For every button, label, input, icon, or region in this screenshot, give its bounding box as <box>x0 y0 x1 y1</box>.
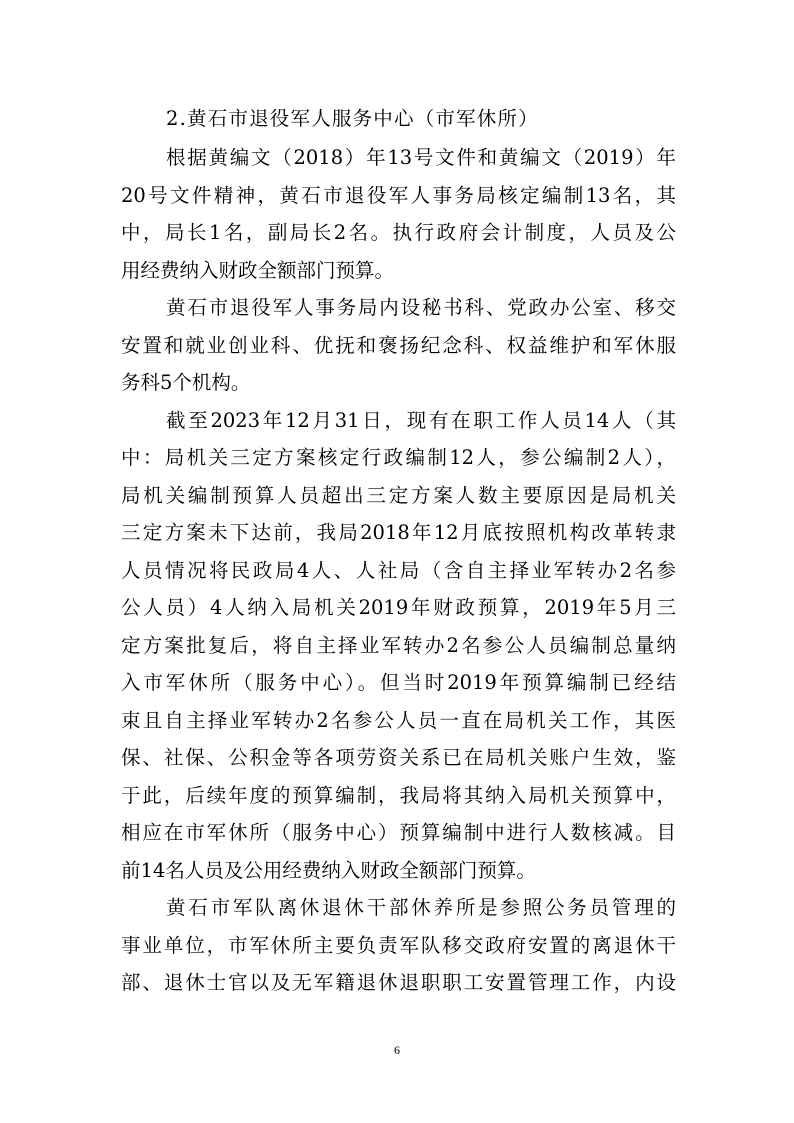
text-line: 束且自主择业军转办2名参公人员一直在局机关工作，其医 <box>121 708 676 732</box>
text-line: 20号文件精神，黄石市退役军人事务局核定编制13名，其 <box>121 183 676 207</box>
text-line: 部、退休士官以及无军籍退休退职职工安置管理工作，内设 <box>121 971 676 994</box>
text-line: 局机关编制预算人员超出三定方案人数主要原因是局机关 <box>121 483 676 507</box>
text-line: 截至2023年12月31日，现有在职工作人员14人（其 <box>166 408 676 432</box>
text-line: 保、社保、公积金等各项劳资关系已在局机关账户生效，鉴 <box>121 746 676 769</box>
paragraph <box>121 402 676 890</box>
paragraph <box>121 889 676 1002</box>
text-line: 入市军休所（服务中心）。但当时2019年预算编制已经结 <box>121 671 676 694</box>
text-line: 黄石市退役军人事务局内设秘书科、党政办公室、移交 <box>166 296 676 319</box>
text-line: 事业单位，市军休所主要负责军队移交政府安置的离退休干 <box>121 933 676 957</box>
section-heading: 2.黄石市退役军人服务中心（市军休所） <box>166 107 539 130</box>
text-line: 根据黄编文（2018）年13号文件和黄编文（2019）年 <box>166 146 676 169</box>
text-line: 安置和就业创业科、优抚和褒扬纪念科、权益维护和军休服 <box>121 333 676 357</box>
text-line: 中：局机关三定方案核定行政编制12人，参公编制2人）， <box>121 446 676 469</box>
paragraph <box>121 289 676 402</box>
text-line: 人员情况将民政局4人、人社局（含自主择业军转办2名参 <box>121 558 676 582</box>
text-line: 于此，后续年度的预算编制，我局将其纳入局机关预算中， <box>121 783 676 807</box>
text-line: 中，局长1名，副局长2名。执行政府会计制度，人员及公 <box>121 221 676 244</box>
text-line: 三定方案未下达前，我局2018年12月底按照机构改革转隶 <box>121 521 676 544</box>
page-number: 6 <box>394 1043 400 1057</box>
text-line: 黄石市军队离休退休干部休养所是参照公务员管理的 <box>166 896 676 919</box>
text-line: 用经费纳入财政全额部门预算。 <box>121 258 395 282</box>
body-text <box>121 139 676 1002</box>
text-line: 定方案批复后，将自主择业军转办2名参公人员编制总量纳 <box>121 633 676 657</box>
text-line: 前14名人员及公用经费纳入财政全额部门预算。 <box>121 858 536 882</box>
text-line: 务科5个机构。 <box>121 371 251 394</box>
text-line: 相应在市军休所（服务中心）预算编制中进行人数核减。目 <box>121 821 676 844</box>
paragraph <box>121 139 676 289</box>
text-line: 公人员）4人纳入局机关2019年财政预算，2019年5月三 <box>121 596 676 619</box>
